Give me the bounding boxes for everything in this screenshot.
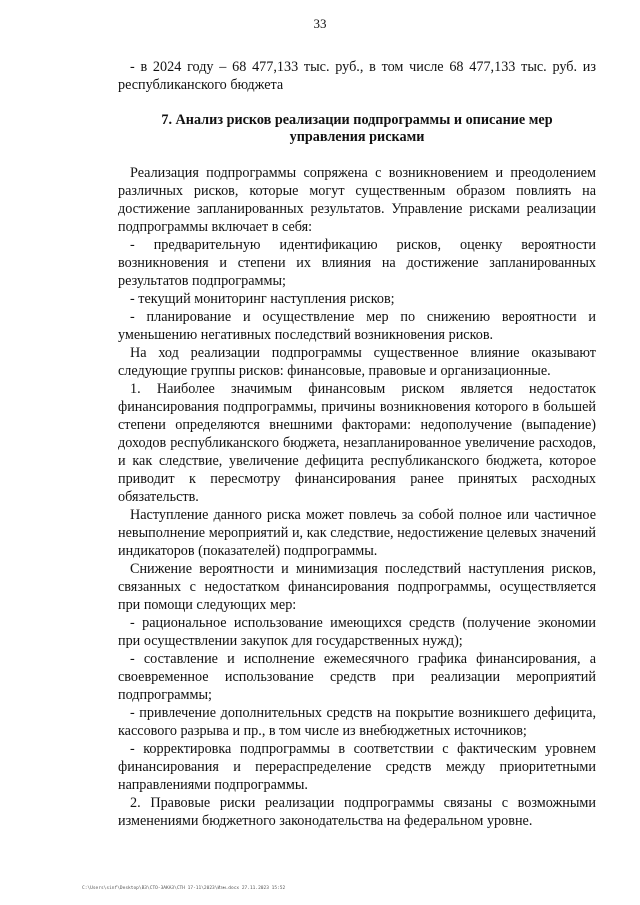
page-number: 33 [313,16,327,31]
list-item-risk-identification: - предварительную идентификацию рисков, оценку вероятности возникновения и степени их влияния на достижение запланированных результатов подпрограммы; [118,237,596,289]
section-heading: 7. Анализ рисков реализации подпрограммы и описание мер управления рисками [161,112,553,145]
budget-line: - в 2024 году – 68 477,133 тыс. руб., в том числе 68 477,133 тыс. руб. из республиканского бюджета [118,59,596,93]
list-item-risk-monitoring: - текущий мониторинг наступления рисков; [130,291,395,307]
paragraph-financial-risk: 1. Наиболее значимым финансовым риском является недостаток финансирования подпрограммы, причины возникновения которого в большей степени определяются внешними факторами: недополучение (выпадение) доходов республиканского бюджета, незапланированное увеличение расходов, и как следствие, увеличение дефицита республиканского бюджета, которое приводит к пересмотру финансирования ранее принятых расходных обязательств. [118,381,596,505]
list-item-rational-use: - рациональное использование имеющихся средств (получение экономии при осуществлении закупок для государственных нужд); [118,615,596,649]
footer-file-path: С:\Users\sinf\Desktop\ВЗ\СТО-ЗАКАЗ\СТН 17-11\2023\Изм.docx 27.11.2023 15:52 [82,886,286,891]
list-item-additional-funds: - привлечение дополнительных средств на покрытие возникшего дефицита, кассового разрыва и пр., в том числе из внебюджетных источников; [118,705,596,739]
list-item-risk-mitigation: - планирование и осуществление мер по снижению вероятности и уменьшению негативных последствий возникновения рисков. [118,309,596,343]
paragraph-risk-intro: Реализация подпрограммы сопряжена с возникновением и преодолением различных рисков, которые могут существенным образом повлиять на достижение запланированных результатов. Управление рисками реализации подпрограммы включает в себя: [118,165,596,235]
paragraph-risk-groups: На ход реализации подпрограммы существенное влияние оказывают следующие группы рисков: финансовые, правовые и организационные. [118,345,596,379]
list-item-monthly-schedule: - составление и исполнение ежемесячного графика финансирования, а своевременное использование средств при реализации мероприятий подпрограммы; [118,651,596,703]
document-body [118,58,596,830]
list-item-program-adjustment: - корректировка подпрограммы в соответствии с фактическим уровнем финансирования и перераспределение средств между приоритетными направлениями подпрограммы. [118,741,596,793]
paragraph-risk-reduction: Снижение вероятности и минимизация последствий наступления рисков, связанных с недостатком финансирования подпрограммы, осуществляется при помощи следующих мер: [118,561,596,613]
paragraph-risk-consequences: Наступление данного риска может повлечь за собой полное или частичное невыполнение мероприятий и, как следствие, недостижение целевых значений индикаторов (показателей) подпрограммы. [118,507,596,559]
paragraph-legal-risks: 2. Правовые риски реализации подпрограммы связаны с возможными изменениями бюджетного законодательства на федеральном уровне. [118,795,596,829]
